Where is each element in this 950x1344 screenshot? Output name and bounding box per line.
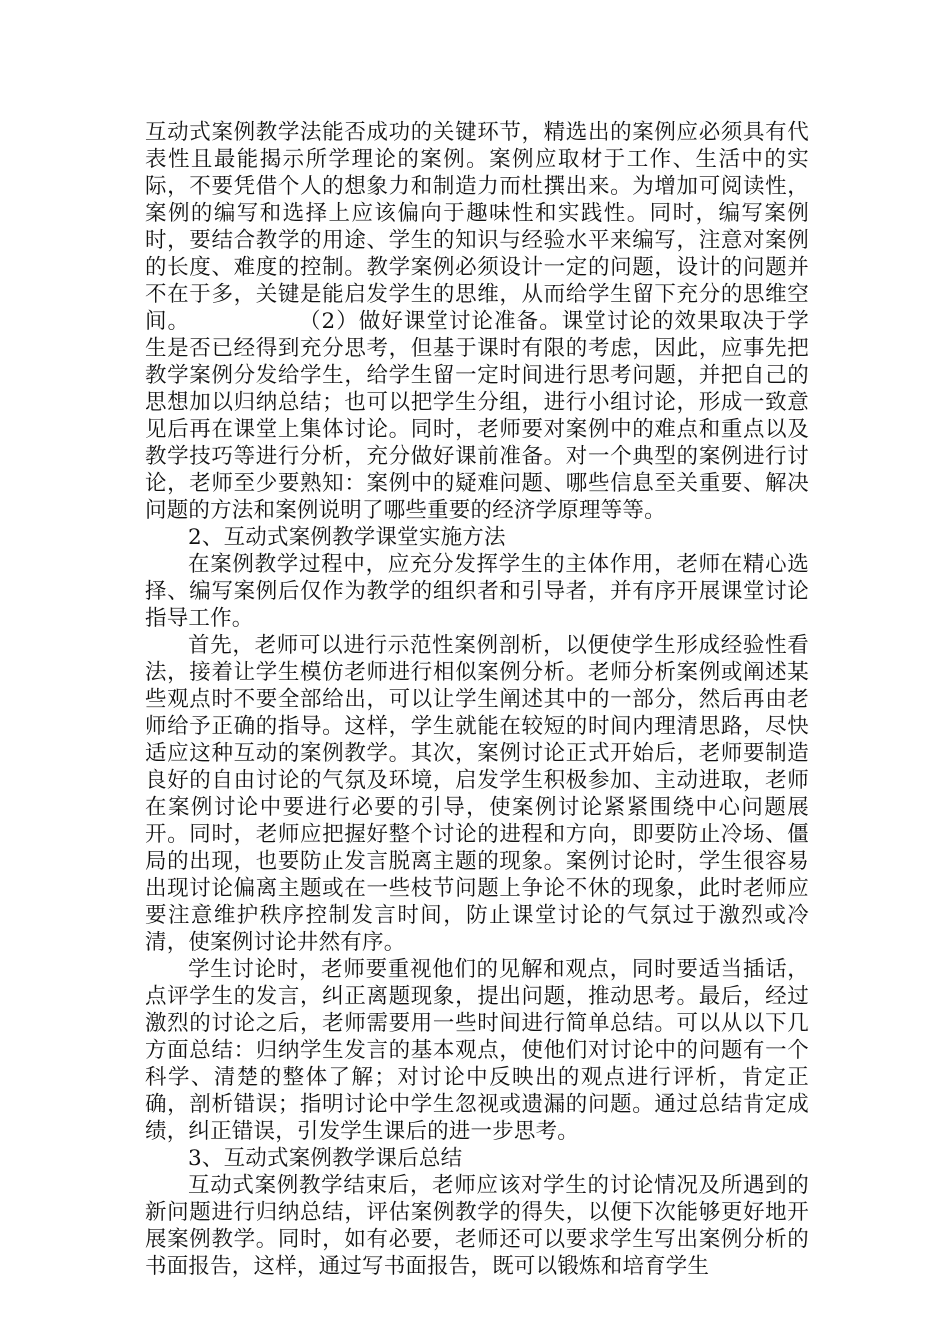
paragraph-case-selection-text: 互动式案例教学法能否成功的关键环节，精选出的案例应必须具有代表性且最能揭示所学理论的案例。案例应取材于工作、生活中的实际，不要凭借个人的想象力和制造力而杜撰出来。为增加可阅读性，案例的编写和选择上应该偏向于趣味性和实践性。同时，编写案例时，要结合教学的用途、学生的知识与经验水平来编写，注意对案例的长度、难度的控制。教学案例必须设计一定的问题，设计的问题并不在于多，关键是能启发学生的思维，从而给学生留下充分的思维空间。	[145, 120, 809, 334]
paragraph-teacher-summary: 学生讨论时，老师要重视他们的见解和观点，同时要适当插话，点评学生的发言，纠正离题现象，提出问题，推动思考。最后，经过激烈的讨论之后，老师需要用一些时间进行简单总结。可以从以下几方面总结：归纳学生发言的基本观点，使他们对讨论中的问题有一个科学、清楚的整体了解；对讨论中反映出的观点进行评析，肯定正确，剖析错误；指明讨论中学生忽视或遗漏的问题。通过总结肯定成绩，纠正错误，引发学生课后的进一步思考。	[145, 957, 809, 1144]
paragraph-case-selection	[145, 119, 809, 524]
document-page	[145, 119, 809, 1280]
section-heading-classroom-methods: 2、互动式案例教学课堂实施方法	[188, 525, 506, 550]
paragraph-teacher-demo: 首先，老师可以进行示范性案例剖析，以便使学生形成经验性看法，接着让学生模仿老师进行相似案例分析。老师分析案例或阐述某些观点时不要全部给出，可以让学生阐述其中的一部分，然后再由老师给予正确的指导。这样，学生就能在较短的时间内理清思路，尽快适应这种互动的案例教学。其次，案例讨论正式开始后，老师要制造良好的自由讨论的气氛及环境，启发学生积极参加、主动进取，老师在案例讨论中要进行必要的引导，使案例讨论紧紧围绕中心问题展开。同时，老师应把握好整个讨论的进程和方向，即要防止冷场、僵局的出现，也要防止发言脱离主题的现象。案例讨论时，学生很容易出现讨论偏离主题或在一些枝节问题上争论不休的现象，此时老师应要注意维护秩序控制发言时间，防止课堂讨论的气氛过于激烈或冷清，使案例讨论井然有序。	[145, 633, 809, 955]
paragraph-discussion-prep-text: （2）做好课堂讨论准备。课堂讨论的效果取决于学生是否已经得到充分思考，但基于课时有限的考虑，因此，应事先把教学案例分发给学生，给学生留一定时间进行思考问题，并把自己的思想加以归纳总结；也可以把学生分组，进行小组讨论，形成一致意见后再在课堂上集体讨论。同时，老师要对案例中的难点和重点以及教学技巧等进行分析，充分做好课前准备。对一个典型的案例进行讨论，老师至少要熟知：案例中的疑难问题、哪些信息至关重要、解决问题的方法和案例说明了哪些重要的经济学原理等等。	[145, 309, 809, 523]
paragraph-after-class-summary: 互动式案例教学结束后，老师应该对学生的讨论情况及所遇到的新问题进行归纳总结，评估案例教学的得失，以便下次能够更好地开展案例教学。同时，如有必要，老师还可以要求学生写出案例分析的书面报告，这样，通过写书面报告，既可以锻炼和培育学生	[145, 1173, 809, 1279]
paragraph-student-role: 在案例教学过程中，应充分发挥学生的主体作用，老师在精心选择、编写案例后仅作为教学的组织者和引导者，并有序开展课堂讨论指导工作。	[145, 552, 809, 631]
section-heading-after-class: 3、互动式案例教学课后总结	[188, 1146, 463, 1171]
